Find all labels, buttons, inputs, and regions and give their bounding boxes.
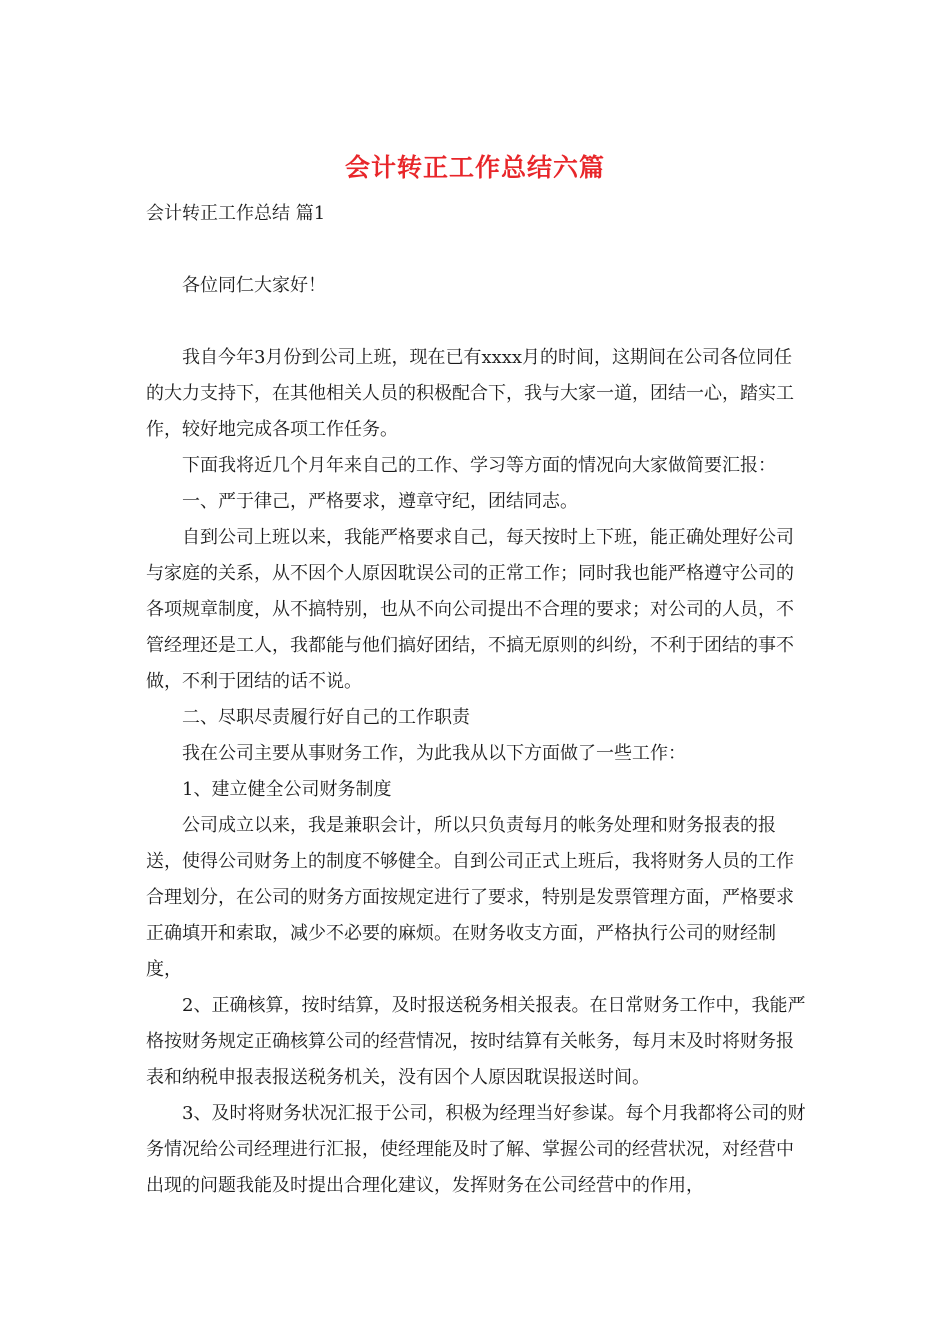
paragraph-heading-1: 一、严于律己，严格要求，遵章守纪，团结同志。: [182, 491, 578, 512]
paragraph-heading-2: 二、尽职尽责履行好自己的工作职责: [182, 707, 470, 728]
paragraph-item-1: 公司成立以来，我是兼职会计，所以只负责每月的帐务处理和财务报表的报送，使得公司财务上的制度不够健全。自到公司正式上班后，我将财务人员的工作合理划分，在公司的财务方面按规定进行了要求，特别是发票管理方面，严格要求正确填开和索取，减少不必要的麻烦。在财务收支方面，严格执行公司的财经制度，: [146, 815, 794, 980]
document-title: 会计转正工作总结六篇: [344, 153, 605, 182]
paragraph-item-1-heading: 1、建立健全公司财务制度: [182, 779, 392, 800]
paragraph-item-3: 3、及时将财务状况汇报于公司，积极为经理当好参谋。每个月我都将公司的财务情况给公司经理进行汇报，使经理能及时了解、掌握公司的经营状况，对经营中出现的问题我能及时提出合理化建议，发挥财务在公司经营中的作用，: [146, 1103, 806, 1196]
document-body: [146, 268, 806, 1204]
paragraph-greeting: 各位同仁大家好！: [182, 275, 326, 296]
paragraph-item-2: 2、正确核算，按时结算，及时报送税务相关报表。在日常财务工作中，我能严格按财务规定正确核算公司的经营情况，按时结算有关帐务，每月末及时将财务报表和纳税申报表报送税务机关，没有因个人原因耽误报送时间。: [146, 995, 806, 1088]
paragraph-intro: 我自今年3月份到公司上班，现在已有xxxx月的时间，这期间在公司各位同任的大力支持下，在其他相关人员的积极配合下，我与大家一道，团结一心，踏实工作，较好地完成各项工作任务。: [146, 347, 794, 440]
paragraph-report-lead: 下面我将近几个月年来自己的工作、学习等方面的情况向大家做简要汇报：: [182, 455, 776, 476]
section-heading: 会计转正工作总结 篇1: [146, 203, 326, 224]
paragraph-duties-lead: 我在公司主要从事财务工作，为此我从以下方面做了一些工作：: [182, 743, 686, 764]
paragraph-discipline: 自到公司上班以来，我能严格要求自己，每天按时上下班，能正确处理好公司与家庭的关系，从不因个人原因耽误公司的正常工作；同时我也能严格遵守公司的各项规章制度，从不搞特别，也从不向公司提出不合理的要求；对公司的人员，不管经理还是工人，我都能与他们搞好团结，不搞无原则的纠纷，不利于团结的事不做，不利于团结的话不说。: [146, 527, 794, 692]
